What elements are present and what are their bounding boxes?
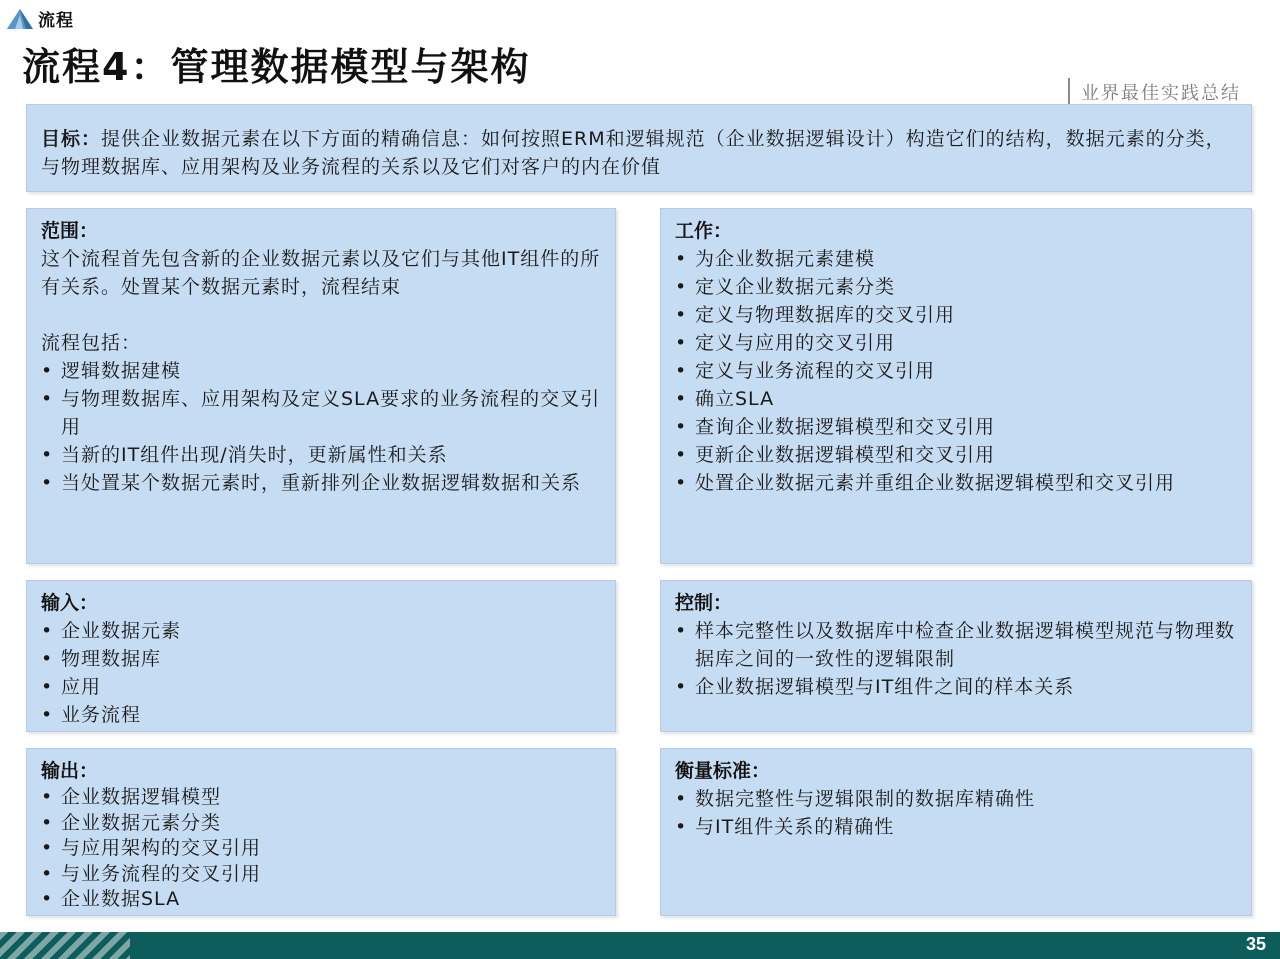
output-list <box>41 785 601 913</box>
measure-heading: 衡量标准： <box>675 760 771 782</box>
brand-label: 流程 <box>38 11 74 31</box>
scope-includes-label: 流程包括： <box>41 332 142 354</box>
list-item: • 样本完整性以及数据库中检查企业数据逻辑模型规范与物理数据库之间的一致性的逻辑限制 <box>675 617 1237 673</box>
list-item: • 应用 <box>41 673 601 701</box>
list-item: • 与物理数据库、应用架构及定义SLA要求的业务流程的交叉引用 <box>41 385 601 441</box>
list-item: • 定义与业务流程的交叉引用 <box>675 357 1237 385</box>
list-item: • 企业数据元素 <box>41 617 601 645</box>
measure-list <box>675 785 1237 841</box>
best-practice-label: 业界最佳实践总结 <box>1081 83 1241 104</box>
goal-text-block <box>41 125 1237 181</box>
input-panel <box>26 580 616 732</box>
triangle-logo-icon <box>6 8 34 30</box>
scope-spacer <box>41 301 601 329</box>
list-item: • 与IT组件关系的精确性 <box>675 813 1237 841</box>
list-item: • 当新的IT组件出现/消失时，更新属性和关系 <box>41 441 601 469</box>
list-item: • 企业数据元素分类 <box>41 811 601 837</box>
control-panel <box>660 580 1252 732</box>
input-list <box>41 617 601 729</box>
input-heading: 输入： <box>41 592 99 614</box>
header-logo <box>6 6 74 31</box>
list-item: • 查询企业数据逻辑模型和交叉引用 <box>675 413 1237 441</box>
list-item: • 数据完整性与逻辑限制的数据库精确性 <box>675 785 1237 813</box>
page-number: 35 <box>1245 934 1266 954</box>
scope-heading: 范围： <box>41 220 99 242</box>
list-item: • 确立SLA <box>675 385 1237 413</box>
list-item: • 业务流程 <box>41 701 601 729</box>
list-item: • 与应用架构的交叉引用 <box>41 836 601 862</box>
scope-list <box>41 357 601 497</box>
work-heading: 工作： <box>675 220 733 242</box>
list-item: • 定义与应用的交叉引用 <box>675 329 1237 357</box>
work-list <box>675 245 1237 497</box>
list-item: • 处置企业数据元素并重组企业数据逻辑模型和交叉引用 <box>675 469 1237 497</box>
list-item: • 定义企业数据元素分类 <box>675 273 1237 301</box>
control-list <box>675 617 1237 701</box>
scope-panel <box>26 208 616 564</box>
list-item: • 逻辑数据建模 <box>41 357 601 385</box>
list-item: • 当处置某个数据元素时，重新排列企业数据逻辑数据和关系 <box>41 469 601 497</box>
scope-intro: 这个流程首先包含新的企业数据元素以及它们与其他IT组件的所有关系。处置某个数据元素时，流程结束 <box>41 248 601 298</box>
footer-pattern <box>0 932 130 959</box>
page-title: 流程4：管理数据模型与架构 <box>22 45 531 89</box>
list-item: • 与业务流程的交叉引用 <box>41 862 601 888</box>
footer-bar <box>0 932 1280 959</box>
goal-label: 目标： <box>41 128 102 150</box>
goal-panel <box>26 104 1252 192</box>
work-panel <box>660 208 1252 564</box>
output-heading: 输出： <box>41 760 99 782</box>
list-item: • 物理数据库 <box>41 645 601 673</box>
goal-text: 提供企业数据元素在以下方面的精确信息：如何按照ERM和逻辑规范（企业数据逻辑设计）构造它们的结构，数据元素的分类，与物理数据库、应用架构及业务流程的关系以及它们对客户的内在价值 <box>41 128 1226 178</box>
list-item: • 定义与物理数据库的交叉引用 <box>675 301 1237 329</box>
output-panel <box>26 748 616 916</box>
control-heading: 控制： <box>675 592 733 614</box>
list-item: • 更新企业数据逻辑模型和交叉引用 <box>675 441 1237 469</box>
list-item: • 企业数据SLA <box>41 887 601 913</box>
measure-panel <box>660 748 1252 916</box>
list-item: • 企业数据逻辑模型与IT组件之间的样本关系 <box>675 673 1237 701</box>
list-item: • 企业数据逻辑模型 <box>41 785 601 811</box>
list-item: • 为企业数据元素建模 <box>675 245 1237 273</box>
